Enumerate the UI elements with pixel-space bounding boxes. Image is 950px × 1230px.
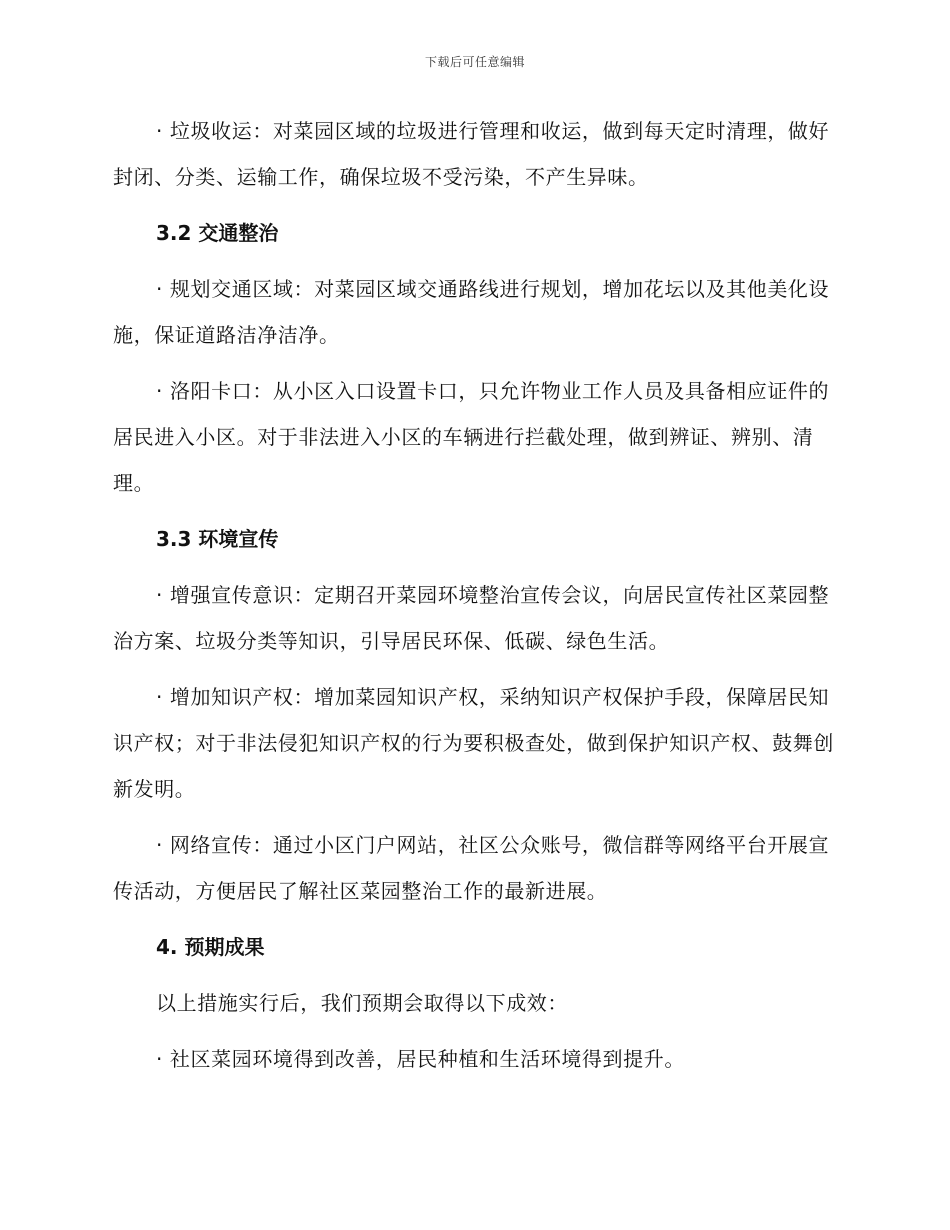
paragraph-ip: · 增加知识产权：增加菜园知识产权，采纳知识产权保护手段，保障居民知识产权；对于非法侵犯知识产权的行为要积极查处，做到保护知识产权、鼓舞创新发明。 bbox=[113, 685, 834, 801]
paragraph-online-promo: · 网络宣传：通过小区门户网站，社区公众账号，微信群等网络平台开展宣传活动，方便居民了解社区菜园整治工作的最新进展。 bbox=[113, 833, 830, 903]
section-heading-4: 4. 预期成果 bbox=[156, 935, 265, 959]
document-body bbox=[113, 108, 835, 1082]
paragraph-traffic-planning: · 规划交通区域：对菜园区域交通路线进行规划，增加花坛以及其他美化设施，保证道路洁净洁净。 bbox=[113, 277, 830, 347]
section-heading-3-3: 3.3 环境宣传 bbox=[156, 527, 279, 551]
paragraph-expected-intro: 以上措施实行后，我们预期会取得以下成效： bbox=[156, 991, 568, 1015]
paragraph-awareness: · 增强宣传意识：定期召开菜园环境整治宣传会议，向居民宣传社区菜园整治方案、垃圾分类等知识，引导居民环保、低碳、绿色生活。 bbox=[113, 583, 830, 653]
paragraph-expected-result-1: · 社区菜园环境得到改善，居民种植和生活环境得到提升。 bbox=[156, 1047, 685, 1071]
section-heading-3-2: 3.2 交通整治 bbox=[156, 221, 279, 245]
page-header: 下载后可任意编辑 bbox=[424, 55, 525, 69]
paragraph-checkpoint: · 洛阳卡口：从小区入口设置卡口，只允许物业工作人员及具备相应证件的居民进入小区。对于非法进入小区的车辆进行拦截处理，做到辨证、辨别、清理。 bbox=[113, 379, 830, 495]
paragraph-garbage-collection: · 垃圾收运：对菜园区域的垃圾进行管理和收运，做到每天定时清理，做好封闭、分类、运输工作，确保垃圾不受污染，不产生异味。 bbox=[113, 119, 830, 189]
